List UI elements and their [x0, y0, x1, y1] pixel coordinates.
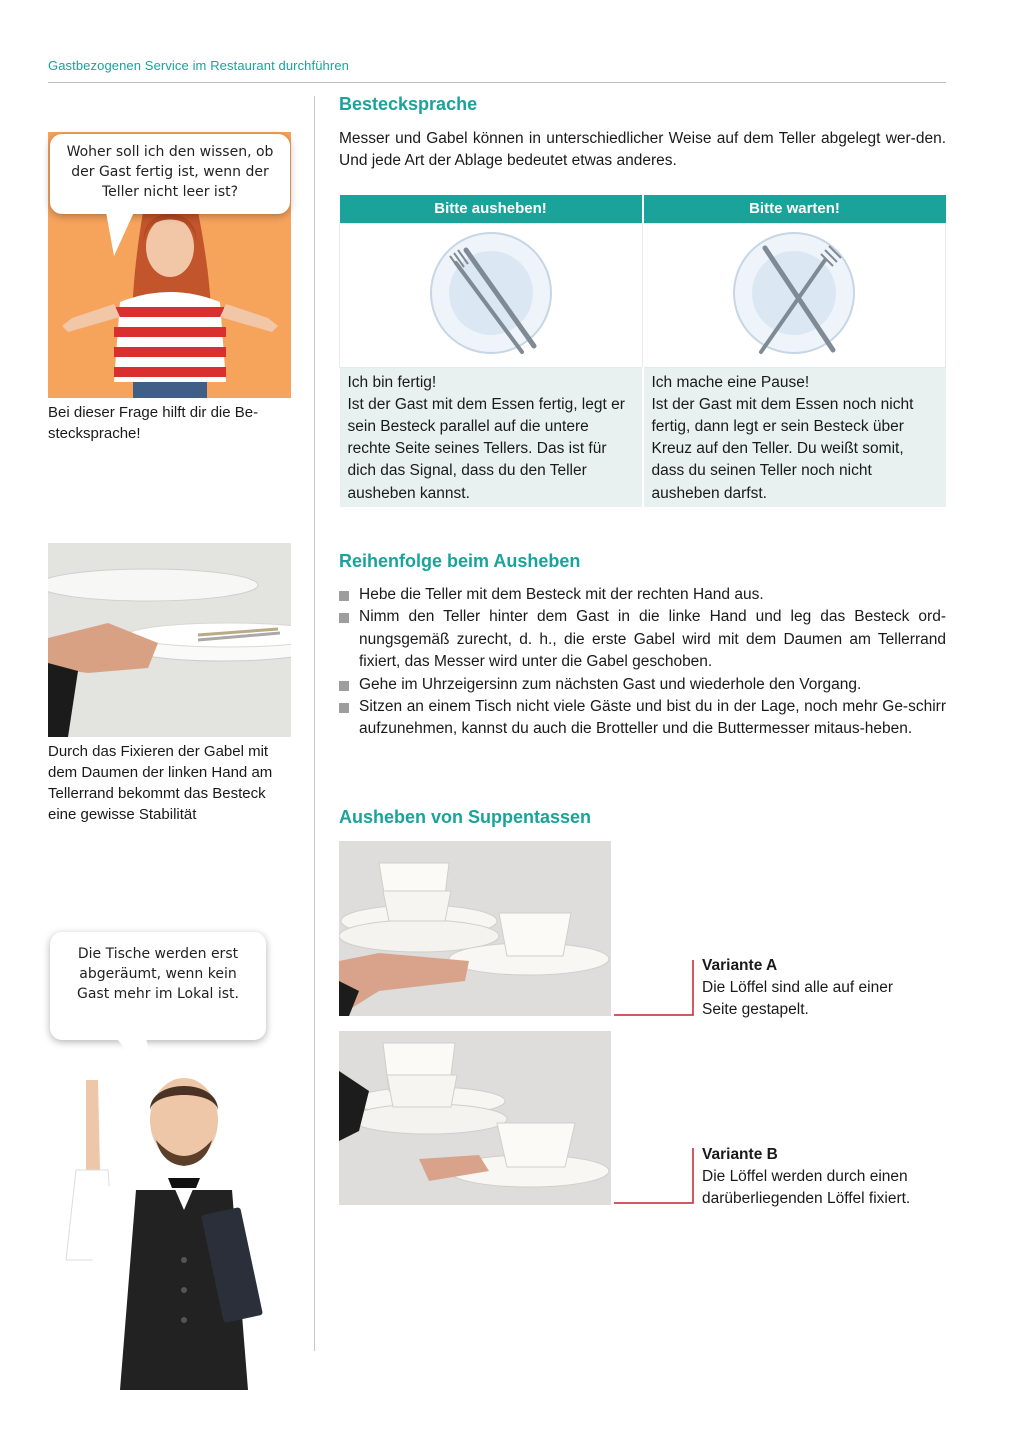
heading-suppentassen: Ausheben von Suppentassen	[339, 807, 592, 827]
wait-description: Ist der Gast mit dem Essen noch nicht fertig, dann legt er sein Besteck über Kreuz auf den Teller. Du weißt somit, dass du seinen Teller noch nicht ausheben darfst.	[651, 395, 914, 502]
variant-a	[702, 955, 932, 1021]
plate-parallel-cell	[340, 223, 643, 367]
finished-text-cell	[340, 367, 643, 507]
wait-text-cell	[643, 367, 946, 507]
table-header-finished: Bitte ausheben!	[340, 195, 643, 223]
plate-parallel-icon	[426, 228, 556, 358]
bubble-tail-icon	[112, 1038, 162, 1088]
list-item: Gehe im Uhrzeigersinn zum nächsten Gast und wiederhole den Vorgang.	[339, 674, 946, 696]
finished-title: Ich bin fertig!	[347, 373, 437, 391]
header-rule	[48, 82, 946, 83]
photo-soup-cups-a	[339, 841, 611, 1016]
variant-a-text: Die Löffel sind alle auf einer Seite gestapelt.	[702, 979, 894, 1018]
intro-text: Messer und Gabel können in unterschiedlicher Weise auf dem Teller abgelegt wer-den. Und jede Art der Ablage bedeutet etwas anderes.	[339, 130, 946, 169]
speech-bubble-question: Woher soll ich den wissen, ob der Gast fertig ist, wenn der Teller nicht leer ist?	[50, 134, 290, 214]
variant-b-title: Variante B	[702, 1146, 778, 1163]
plate-crossed-cell	[643, 223, 946, 367]
column-divider	[314, 96, 315, 1351]
square-bullet-icon	[339, 681, 349, 691]
list-item: Sitzen an einem Tisch nicht viele Gäste und bist du in der Lage, noch mehr Ge-schirr aufzunehmen, kannst du auch die Brotteller und die Buttermesser mitaus-heben.	[339, 696, 946, 741]
square-bullet-icon	[339, 591, 349, 601]
table-header-wait: Bitte warten!	[643, 195, 946, 223]
running-header: Gastbezogenen Service im Restaurant durchführen	[48, 58, 349, 73]
list-item: Hebe die Teller mit dem Besteck mit der rechten Hand aus.	[339, 584, 946, 606]
square-bullet-icon	[339, 613, 349, 623]
leader-line-a-icon	[614, 958, 696, 1018]
finished-description: Ist der Gast mit dem Essen fertig, legt er sein Besteck parallel auf die untere rechte Seite seines Tellers. Das ist für dich das Signal, dass du den Teller ausheben kannst.	[347, 395, 625, 502]
heading-bestecksprache: Bestecksprache	[339, 94, 478, 114]
bubble-tail-icon	[100, 212, 140, 258]
reihenfolge-list	[339, 584, 946, 741]
caption-plate: Durch das Fixieren der Gabel mit dem Daumen der linken Hand am Tellerrand bekommt das Besteck eine gewisse Stabilität	[48, 743, 273, 823]
wait-title: Ich mache eine Pause!	[651, 373, 810, 391]
leader-line-b-icon	[614, 1146, 696, 1206]
variant-b	[702, 1144, 942, 1210]
besteck-table	[339, 195, 946, 507]
list-item: Nimm den Teller hinter dem Gast in die linke Hand und leg das Besteck ord-nungsgemäß zurecht, d. h., die erste Gabel wird mit dem Daumen am Tellerrand fixiert, das Messer wird unter die Gabel geschoben.	[339, 606, 946, 673]
speech-bubble-waiter: Die Tische werden erst abgeräumt, wenn kein Gast mehr im Lokal ist.	[50, 932, 266, 1040]
photo-plate-hand	[48, 543, 291, 737]
heading-reihenfolge: Reihenfolge beim Ausheben	[339, 551, 581, 571]
square-bullet-icon	[339, 703, 349, 713]
variant-a-title: Variante A	[702, 957, 778, 974]
plate-crossed-icon	[729, 228, 859, 358]
photo-waiter	[36, 1060, 306, 1440]
variant-b-text: Die Löffel werden durch einen darüberliegenden Löffel fixiert.	[702, 1168, 911, 1207]
caption-question: Bei dieser Frage hilft dir die Be-stecksprache!	[48, 404, 259, 442]
photo-soup-cups-b	[339, 1031, 611, 1205]
